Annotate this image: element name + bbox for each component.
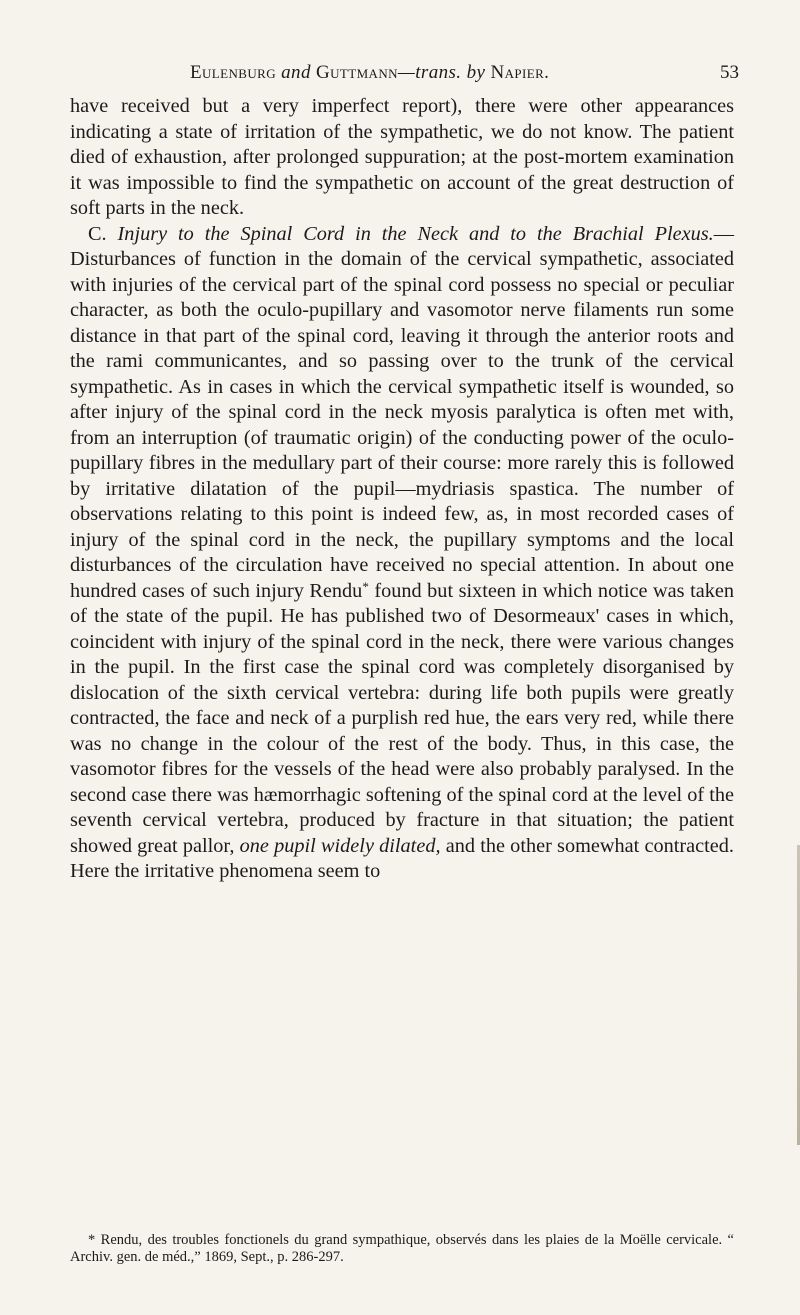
footnote-reference: * [362, 578, 369, 594]
trans-word: —trans. [397, 62, 462, 83]
by-word: by [466, 62, 486, 83]
paragraph-text-b: found but sixteen in which notice was taken of the state of the pupil. He has published two of Desormeaux' cases in which, coincident with injury of the spinal cord in the neck, there were various changes in the pupil. In the first case the spinal cord was completely disorganised by dislocation of the sixth cervical vertebra: during life both pupils were greatly contracted, the face and neck of a purplish red hue, the ears very red, while there was no change in the colour of the rest of the body. Thus, in this case, the vasomotor fibres for the vessels of the head were also probably paralysed. In the second case there was hæmorrhagic softening of the spinal cord at the level of the seventh cervical vertebra, produced by fracture in that situation; the patient showed great pallor, [70, 579, 734, 857]
running-head [190, 62, 630, 84]
section-label: C. [88, 222, 107, 245]
translator-napier: Napier. [490, 62, 550, 83]
footnote [70, 1232, 734, 1266]
body-text [70, 94, 734, 885]
section-title: Injury to the Spinal Cord in the Neck and to the Brachial Plexus. [117, 222, 714, 245]
and-word: and [281, 62, 311, 83]
author-eulenburg: Eulenburg [190, 62, 276, 83]
paragraph-section-c [70, 222, 734, 885]
paragraph-text-c: and the other somewhat contracted. Here the irritative phenomena seem to [70, 834, 734, 882]
footnote-marker: * [88, 1232, 96, 1248]
footnote-text: Rendu, des troubles fonctionels du grand sympathique, observés dans les plaies de la Moëlle cervicale. “ Archiv. gen. de méd.,” 1869, Sept., p. 286-297. [70, 1232, 734, 1265]
paragraph-text-a: —Disturbances of function in the domain of the cervical sympathetic, associated with injuries of the cervical part of the spinal cord possess no special or peculiar character, as both the oculo-pupillary and vasomotor nerve filaments run some distance in that part of the spinal cord, leaving it through the anterior roots and the rami communicantes, and so passing over to the trunk of the cervical sympathetic. As in cases in which the cervical sympathetic itself is wounded, so after injury of the spinal cord in the neck myosis paralytica is often met with, from an interruption (of traumatic origin) of the conducting power of the oculo-pupillary fibres in the medullary part of their course: more rarely this is followed by irritative dilatation of the pupil—mydriasis spastica. The number of observations relating to this point is indeed few, as, in most recorded cases of injury of the spinal cord in the neck, the pupillary symptoms and the local disturbances of the circulation have received no special attention. In about one hundred cases of such injury Rendu [70, 222, 735, 602]
author-guttmann: Guttmann [316, 62, 398, 83]
italic-phrase: one pupil widely dilated, [239, 834, 441, 857]
paragraph-continuation: have received but a very imperfect report), there were other appearances indicating a state of irritation of the sympathetic, we do not know. The patient died of exhaustion, after prolonged suppuration; at the post-mortem examination it was impossible to find the sympathetic on account of the great destruction of soft parts in the neck. [70, 95, 734, 219]
page-number: 53 [720, 62, 739, 83]
